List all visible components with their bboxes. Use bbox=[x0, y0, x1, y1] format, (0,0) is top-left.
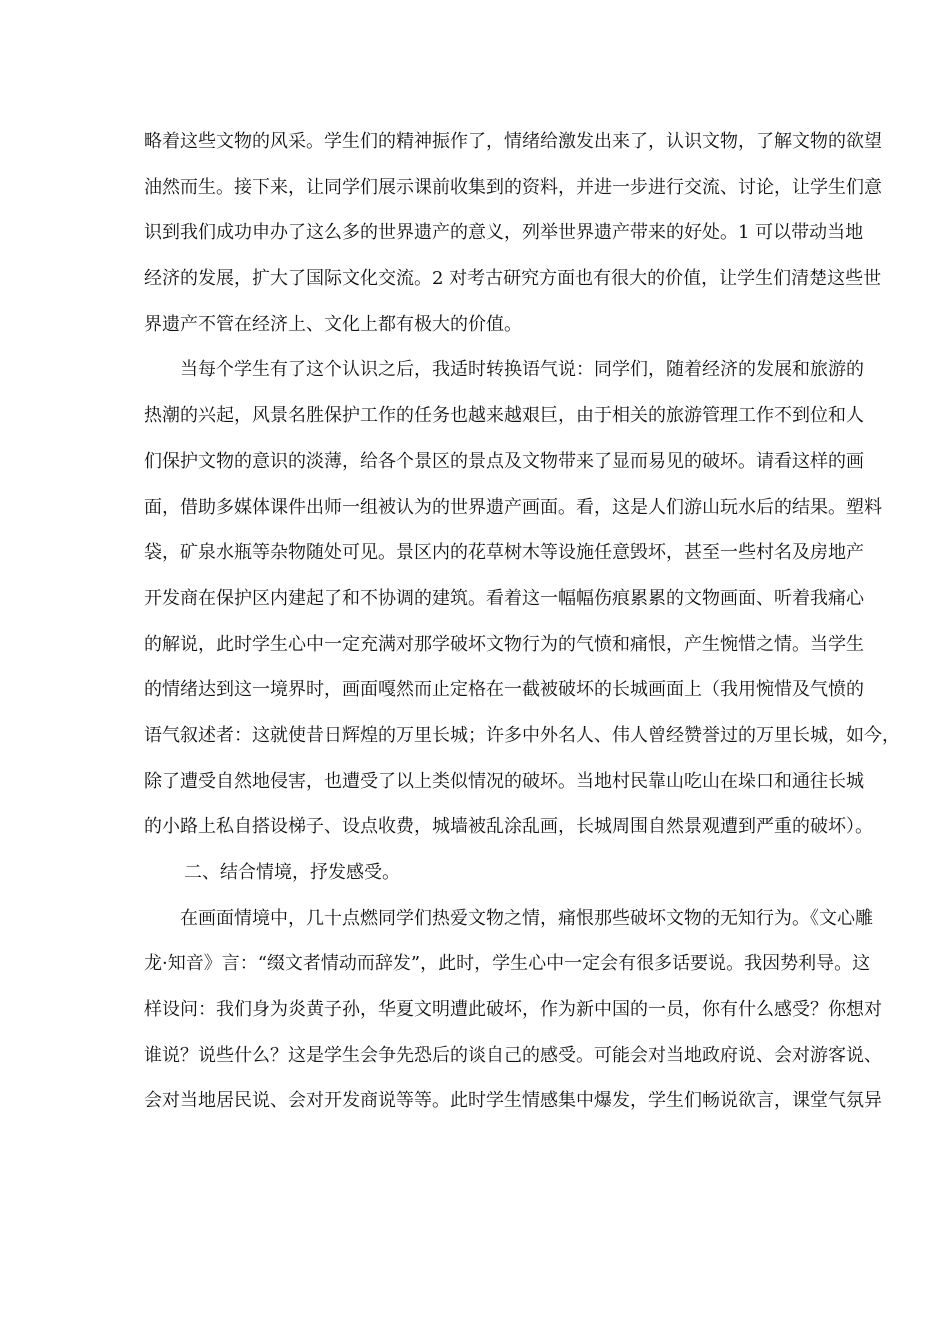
paragraph-2-line-3: 们保护文物的意识的淡薄，给各个景区的景点及文物带来了显而易见的破坏。请看这样的画 bbox=[144, 450, 864, 472]
paragraph-3-line-3: 样设问：我们身为炎黄子孙，华夏文明遭此破坏，作为新中国的一员，你有什么感受？你想对 bbox=[144, 999, 882, 1021]
section-heading: 二、结合情境，抒发感受。 bbox=[184, 862, 400, 883]
paragraph-1-line-4: 经济的发展，扩大了国际文化交流。2 对考古研究方面也有很大的价值，让学生们清楚这些世 bbox=[144, 268, 882, 290]
paragraph-2-line-4: 面，借助多媒体课件出师一组被认为的世界遗产画面。看，这是人们游山玩水后的结果。塑料 bbox=[144, 496, 882, 518]
paragraph-2-line-1: 当每个学生有了这个认识之后，我适时转换语气说：同学们，随着经济的发展和旅游的 bbox=[180, 359, 864, 381]
paragraph-3-line-4: 谁说？说些什么？这是学生会争先恐后的谈自己的感受。可能会对当地政府说、会对游客说、 bbox=[144, 1044, 882, 1066]
paragraph-2-line-11: 的小路上私自搭设梯子、设点收费，城墙被乱涂乱画，长城周围自然景观遭到严重的破坏）。 bbox=[144, 816, 873, 838]
paragraph-2-line-7: 的解说，此时学生心中一定充满对那学破坏文物行为的气愤和痛恨，产生惋惜之情。当学生 bbox=[144, 633, 864, 655]
paragraph-1-line-5: 界遗产不管在经济上、文化上都有极大的价值。 bbox=[144, 313, 522, 335]
paragraph-2-line-8: 的情绪达到这一境界时，画面嘎然而止定格在一截被破坏的长城画面上（我用惋惜及气愤的 bbox=[144, 679, 864, 701]
paragraph-2-line-5: 袋，矿泉水瓶等杂物随处可见。景区内的花草树木等设施任意毁坏，甚至一些村名及房地产 bbox=[144, 542, 864, 564]
paragraph-2-line-9: 语气叙述者：这就使昔日辉煌的万里长城；许多中外名人、伟人曾经赞誉过的万里长城，如今， bbox=[144, 724, 900, 746]
paragraph-1-line-1: 略着这些文物的风采。学生们的精神振作了，情绪给激发出来了，认识文物，了解文物的欲望 bbox=[144, 131, 882, 152]
paragraph-1-line-2: 油然而生。接下来，让同学们展示课前收集到的资料，并进一步进行交流、讨论，让学生们意 bbox=[144, 176, 882, 198]
paragraph-1-line-3: 识到我们成功申办了这么多的世界遗产的意义，列举世界遗产带来的好处。1 可以带动当地 bbox=[144, 222, 864, 244]
document-body bbox=[144, 124, 900, 1129]
paragraph-3-line-1: 在画面情境中，几十点燃同学们热爱文物之情，痛恨那些破坏文物的无知行为。《文心雕 bbox=[180, 907, 873, 929]
paragraph-2-line-6: 开发商在保护区内建起了和不协调的建筑。看着这一幅幅伤痕累累的文物画面、听着我痛心 bbox=[144, 587, 864, 609]
paragraph-3-line-2: 龙·知音》言：“缀文者情动而辞发”，此时，学生心中一定会有很多话要说。我因势利导。这 bbox=[144, 953, 871, 975]
paragraph-3-line-5: 会对当地居民说、会对开发商说等等。此时学生情感集中爆发，学生们畅说欲言，课堂气氛异 bbox=[144, 1090, 882, 1112]
paragraph-2-line-2: 热潮的兴起，风景名胜保护工作的任务也越来越艰巨，由于相关的旅游管理工作不到位和人 bbox=[144, 405, 864, 427]
paragraph-2-line-10: 除了遭受自然地侵害，也遭受了以上类似情况的破坏。当地村民靠山吃山在垛口和通往长城 bbox=[144, 770, 864, 792]
